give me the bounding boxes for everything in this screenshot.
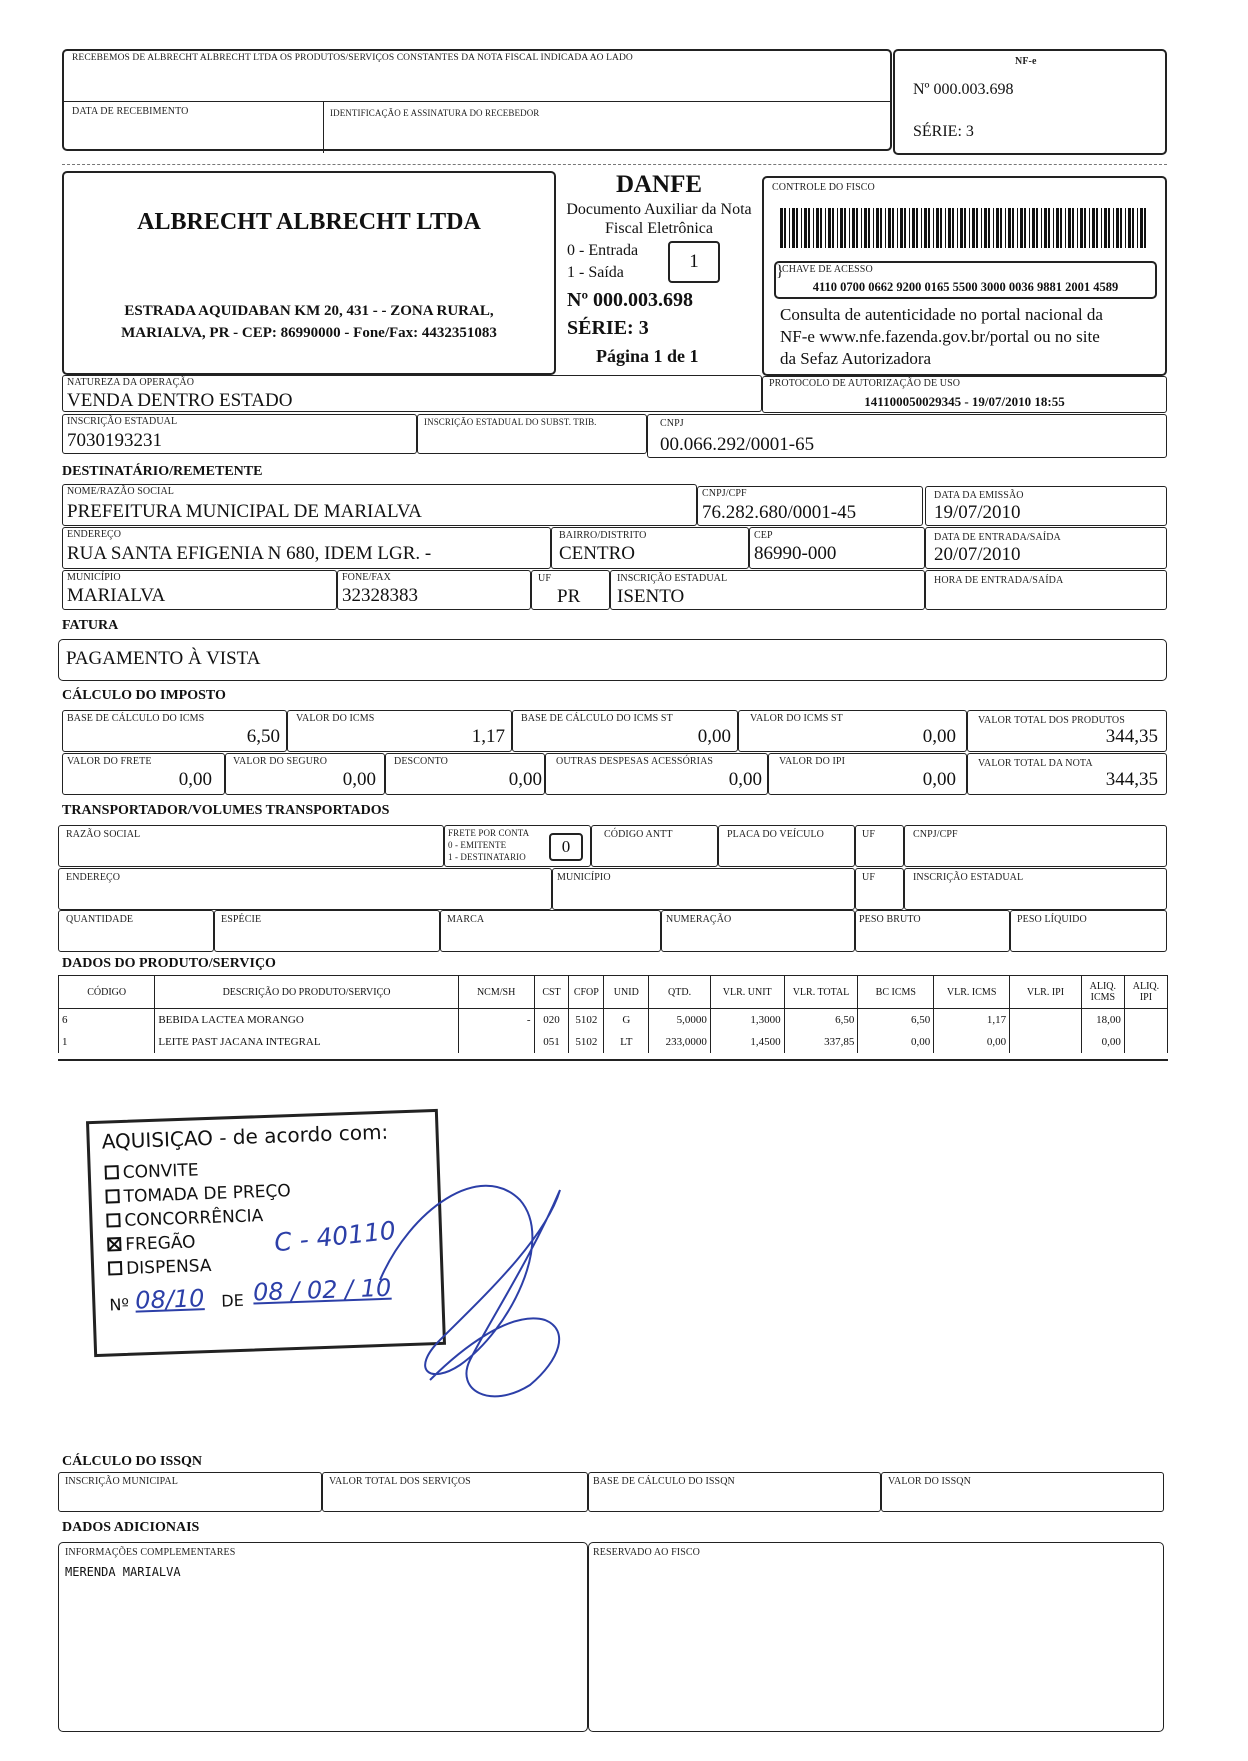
outras: 0,00 — [728, 769, 762, 790]
transp-numeracao-label: NUMERAÇÃO — [666, 914, 732, 925]
produtos-table — [58, 975, 1168, 1053]
seguro: 0,00 — [342, 769, 376, 790]
transp-razao-label: RAZÃO SOCIAL — [66, 829, 141, 840]
transp-placa-label: PLACA DO VEÍCULO — [727, 829, 824, 840]
total-nota-cell — [967, 753, 1167, 795]
info-cell — [58, 1542, 588, 1732]
protocolo-cell — [762, 376, 1167, 413]
issqn-base-label: BASE DE CÁLCULO DO ISSQN — [593, 1476, 735, 1487]
transp-municipio-cell — [552, 868, 855, 910]
total-prod-label: VALOR TOTAL DOS PRODUTOS — [978, 715, 1125, 726]
info-text: MERENDA MARIALVA — [65, 1565, 181, 1579]
dest-bairro-cell — [551, 527, 749, 569]
natureza-value: VENDA DENTRO ESTADO — [67, 390, 293, 411]
receipt-serie: SÉRIE: 3 — [913, 123, 974, 140]
issqn-base-cell — [588, 1472, 881, 1512]
emitente-endereco-l2: MARIALVA, PR - CEP: 86990000 - Fone/Fax: 4432351083 — [121, 325, 497, 341]
fatura-cell — [58, 639, 1167, 681]
consulta-l2: NF-e www.nfe.fazenda.gov.br/portal ou no site — [780, 327, 1100, 346]
protocolo-label: PROTOCOLO DE AUTORIZAÇÃO DE USO — [769, 378, 961, 389]
transp-razao-cell — [58, 825, 444, 867]
table-cell: 18,00 — [1081, 1009, 1124, 1032]
dest-nome: PREFEITURA MUNICIPAL DE MARIALVA — [67, 501, 422, 522]
dest-uf-label: UF — [538, 573, 551, 584]
table-cell — [458, 1031, 534, 1053]
transp-cnpj-cell — [904, 825, 1167, 867]
stamp-anotacao: C - 40110 — [272, 1215, 398, 1258]
base-st-cell — [512, 710, 738, 752]
receipt-stub — [62, 49, 892, 151]
dest-emissao-cell — [925, 486, 1167, 526]
danfe-block — [558, 171, 760, 375]
transp-marca-cell — [440, 910, 661, 952]
base-st-label: BASE DE CÁLCULO DO ICMS ST — [521, 713, 673, 724]
table-cell: 051 — [534, 1031, 569, 1053]
dest-endereco: RUA SANTA EFIGENIA N 680, IDEM LGR. - — [67, 543, 432, 564]
ipi: 0,00 — [922, 769, 956, 790]
produtos-header-cell: VLR. ICMS — [934, 976, 1010, 1009]
checkbox-icon — [105, 1189, 119, 1203]
chave-box: CHAVE DE ACESSO 4110 0700 0662 9200 0165 5500 3000 0036 9881 2001 4589 } — [774, 261, 1157, 299]
dest-ie-label: INSCRIÇÃO ESTADUAL — [617, 573, 728, 584]
transp-peso-liquido-label: PESO LÍQUIDO — [1017, 914, 1087, 925]
dest-bairro: CENTRO — [559, 543, 635, 564]
dest-hora-cell — [925, 570, 1167, 610]
table-row — [59, 1009, 1168, 1032]
outras-label: OUTRAS DESPESAS ACESSÓRIAS — [556, 756, 714, 767]
produtos-header-cell: BC ICMS — [858, 976, 934, 1009]
valor-st-label: VALOR DO ICMS ST — [750, 713, 843, 724]
dest-cep-label: CEP — [754, 530, 773, 541]
dest-uf: PR — [557, 586, 581, 607]
transp-qtd-cell — [58, 910, 214, 952]
transp-antt-label: CÓDIGO ANTT — [604, 829, 673, 840]
transp-peso-bruto-cell — [855, 910, 1010, 952]
cnpj-value: 00.066.292/0001-65 — [660, 434, 815, 455]
fatura-texto: PAGAMENTO À VISTA — [66, 648, 261, 669]
frete-label: VALOR DO FRETE — [67, 756, 152, 767]
danfe-pagina: Página 1 de 1 — [596, 346, 699, 366]
dest-bairro-label: BAIRRO/DISTRITO — [559, 530, 647, 541]
dest-emissao-label: DATA DA EMISSÃO — [934, 490, 1024, 501]
desconto-cell — [385, 753, 545, 795]
stamp-option-label: DISPENSA — [125, 1255, 212, 1279]
table-cell — [1010, 1009, 1082, 1032]
danfe-serie: SÉRIE: 3 — [567, 317, 649, 339]
produtos-bottom-line — [58, 1059, 1168, 1061]
ie-st-label: INSCRIÇÃO ESTADUAL DO SUBST. TRIB. — [424, 417, 597, 427]
dest-ie: ISENTO — [617, 586, 685, 607]
dest-municipio-cell — [62, 570, 337, 610]
receipt-numero: Nº 000.003.698 — [913, 81, 1014, 98]
dest-cnpj: 76.282.680/0001-45 — [702, 502, 857, 523]
transp-uf-label: UF — [862, 829, 875, 840]
dest-cnpj-label: CNPJ/CPF — [702, 488, 747, 499]
table-row — [59, 1031, 1168, 1053]
danfe-entrada: 0 - Entrada — [567, 242, 639, 259]
transp-ie-label: INSCRIÇÃO ESTADUAL — [913, 872, 1024, 883]
valor-st-cell — [738, 710, 967, 752]
frete-cell — [62, 753, 225, 795]
checkbox-icon — [108, 1261, 122, 1275]
stamp-title: AQUISIÇAO - de acordo com: — [101, 1119, 389, 1154]
info-label: INFORMAÇÕES COMPLEMENTARES — [65, 1547, 236, 1558]
produtos-header-cell: UNID — [604, 976, 649, 1009]
controle-fisco-label: CONTROLE DO FISCO — [772, 182, 875, 193]
produtos-header-cell: QTD. — [649, 976, 710, 1009]
dest-endereco-cell — [62, 527, 551, 569]
chave-acesso: 4110 0700 0662 9200 0165 5500 3000 0036 9881 2001 4589 — [812, 280, 1119, 294]
stamp-option-label: FREGÃO — [124, 1232, 196, 1255]
stamp-option-label: CONCORRÊNCIA — [124, 1206, 264, 1231]
stamp-numero: 08/10 — [134, 1284, 205, 1315]
danfe-tipo: 1 — [689, 251, 699, 272]
desconto: 0,00 — [508, 769, 542, 790]
table-cell: G — [604, 1009, 649, 1032]
total-prod-cell — [967, 710, 1167, 752]
dest-fone-cell — [337, 570, 531, 610]
transp-peso-bruto-label: PESO BRUTO — [859, 914, 921, 925]
table-cell: 0,00 — [934, 1031, 1010, 1053]
checkbox-icon — [106, 1213, 120, 1227]
dest-nome-label: NOME/RAZÃO SOCIAL — [67, 486, 174, 497]
danfe-numero: Nº 000.003.698 — [567, 289, 694, 311]
issqn-section: CÁLCULO DO ISSQN — [62, 1454, 203, 1469]
transp-endereco-cell — [58, 868, 552, 910]
transp-uf2-cell — [855, 868, 904, 910]
table-cell: - — [458, 1009, 534, 1032]
checked-box-icon — [107, 1237, 121, 1251]
table-cell: 6,50 — [858, 1009, 934, 1032]
table-cell: 1,4500 — [710, 1031, 784, 1053]
emitente-endereco-l1: ESTRADA AQUIDABAN KM 20, 431 - - ZONA RURAL, — [124, 303, 494, 319]
danfe-saida: 1 - Saída — [567, 264, 624, 281]
seguro-cell — [225, 753, 385, 795]
danfe-subtitle-l2: Fiscal Eletrônica — [605, 220, 713, 237]
ie-cell — [62, 414, 417, 454]
produtos-header-cell: ALIQ. ICMS — [1081, 976, 1124, 1009]
dest-cep: 86990-000 — [754, 543, 837, 564]
desconto-label: DESCONTO — [394, 756, 448, 767]
reservado-label: RESERVADO AO FISCO — [593, 1547, 700, 1558]
produtos-section: DADOS DO PRODUTO/SERVIÇO — [62, 956, 276, 971]
stamp-no-label: Nº — [109, 1294, 130, 1315]
fatura-section: FATURA — [62, 618, 119, 633]
imposto-section: CÁLCULO DO IMPOSTO — [62, 688, 226, 703]
total-nota: 344,35 — [1105, 769, 1158, 790]
destinatario-section: DESTINATÁRIO/REMETENTE — [62, 464, 263, 479]
transp-frete-label-l2: 0 - EMITENTE — [448, 840, 507, 850]
dest-hora-label: HORA DE ENTRADA/SAÍDA — [934, 575, 1064, 586]
dest-uf-cell — [531, 570, 610, 610]
signature — [370, 1150, 600, 1410]
produtos-header-cell: NCM/SH — [458, 976, 534, 1009]
dest-emissao: 19/07/2010 — [934, 502, 1021, 523]
table-cell: 337,85 — [784, 1031, 858, 1053]
table-cell: 1,3000 — [710, 1009, 784, 1032]
seguro-label: VALOR DO SEGURO — [233, 756, 328, 767]
table-cell: 020 — [534, 1009, 569, 1032]
danfe-title: DANFE — [615, 171, 703, 198]
transp-antt-cell — [591, 825, 718, 867]
table-cell — [1010, 1031, 1082, 1053]
reservado-cell — [588, 1542, 1164, 1732]
produtos-header-cell: ALIQ. IPI — [1124, 976, 1167, 1009]
dest-ie-cell — [610, 570, 925, 610]
total-prod: 344,35 — [1105, 726, 1158, 747]
consulta-l3: da Sefaz Autorizadora — [780, 349, 932, 368]
table-cell: 0,00 — [858, 1031, 934, 1053]
produtos-header-cell: CST — [534, 976, 569, 1009]
issqn-servicos-cell — [322, 1472, 588, 1512]
table-cell: LT — [604, 1031, 649, 1053]
dest-fone-label: FONE/FAX — [342, 572, 391, 583]
natureza-label: NATUREZA DA OPERAÇÃO — [67, 377, 195, 388]
transp-frete-label-l3: 1 - DESTINATARIO — [448, 852, 526, 862]
table-cell: 6,50 — [784, 1009, 858, 1032]
issqn-servicos-label: VALOR TOTAL DOS SERVIÇOS — [329, 1476, 471, 1487]
danfe-tipo-box — [668, 241, 720, 283]
cnpj-cell — [647, 414, 1167, 458]
total-nota-label: VALOR TOTAL DA NOTA — [978, 758, 1093, 769]
stamp-options — [104, 1157, 293, 1283]
natureza-cell — [62, 375, 762, 412]
transp-especie-label: ESPÉCIE — [221, 914, 262, 925]
dest-endereco-label: ENDEREÇO — [67, 529, 122, 540]
transp-frete-box — [549, 833, 583, 861]
dest-entrada-label: DATA DE ENTRADA/SAÍDA — [934, 532, 1061, 543]
dest-municipio-label: MUNICÍPIO — [67, 572, 121, 583]
dest-entrada: 20/07/2010 — [934, 544, 1021, 565]
valor-icms-cell — [287, 710, 512, 752]
transp-frete: 0 — [561, 837, 571, 856]
transporte-section: TRANSPORTADOR/VOLUMES TRANSPORTADOS — [62, 803, 390, 818]
table-cell: LEITE PAST JACANA INTEGRAL — [155, 1031, 458, 1053]
stamp-option-label: CONVITE — [122, 1160, 199, 1183]
table-cell: 233,0000 — [649, 1031, 710, 1053]
table-cell: 5,0000 — [649, 1009, 710, 1032]
base-icms-cell — [62, 710, 287, 752]
issqn-valor-label: VALOR DO ISSQN — [888, 1476, 971, 1487]
transp-especie-cell — [214, 910, 440, 952]
issqn-valor-cell — [881, 1472, 1164, 1512]
fisco-box — [762, 176, 1167, 376]
produtos-header-row — [59, 976, 1168, 1009]
ie-label: INSCRIÇÃO ESTADUAL — [67, 416, 178, 427]
table-cell: 6 — [59, 1009, 155, 1032]
barcode — [780, 208, 1148, 248]
produtos-header-cell: VLR. UNIT — [710, 976, 784, 1009]
produtos-header-cell: CFOP — [569, 976, 604, 1009]
ipi-label: VALOR DO IPI — [779, 756, 846, 767]
transp-municipio-label: MUNICÍPIO — [557, 872, 611, 883]
ie-value: 7030193231 — [67, 430, 162, 451]
table-cell: BEBIDA LACTEA MORANGO — [155, 1009, 458, 1032]
produtos-header-cell: DESCRIÇÃO DO PRODUTO/SERVIÇO — [155, 976, 458, 1009]
base-st: 0,00 — [697, 726, 731, 747]
base-icms: 6,50 — [246, 726, 280, 747]
cnpj-label: CNPJ — [660, 418, 684, 429]
base-icms-label: BASE DE CÁLCULO DO ICMS — [67, 713, 205, 724]
transp-peso-liquido-cell — [1010, 910, 1167, 952]
transp-numeracao-cell — [661, 910, 855, 952]
dest-fone: 32328383 — [342, 585, 418, 606]
transp-uf-cell — [855, 825, 904, 867]
dest-cnpj-cell — [697, 486, 923, 526]
dest-entrada-cell — [925, 527, 1167, 569]
valor-icms: 1,17 — [471, 726, 505, 747]
valor-icms-label: VALOR DO ICMS — [296, 713, 375, 724]
transp-placa-cell — [718, 825, 855, 867]
checkbox-icon — [105, 1165, 119, 1179]
transp-endereco-label: ENDEREÇO — [66, 872, 121, 883]
data-recebimento-label: DATA DE RECEBIMENTO — [72, 106, 189, 117]
transp-uf2-label: UF — [862, 872, 875, 883]
emitente-nome: ALBRECHT ALBRECHT LTDA — [137, 209, 481, 235]
cut-line — [62, 164, 1167, 165]
protocolo-value: 141100050029345 - 19/07/2010 18:55 — [864, 394, 1065, 409]
issqn-im-cell — [58, 1472, 322, 1512]
dest-cep-cell — [749, 527, 925, 569]
table-cell — [1124, 1031, 1167, 1053]
outras-cell — [545, 753, 768, 795]
emitente-box — [62, 171, 556, 375]
transp-cnpj-label: CNPJ/CPF — [913, 829, 958, 840]
table-cell — [1124, 1009, 1167, 1032]
ie-st-cell — [417, 414, 647, 454]
produtos-header-cell: CÓDIGO — [59, 976, 155, 1009]
danfe-subtitle-l1: Documento Auxiliar da Nota — [566, 201, 752, 218]
produtos-header-cell: VLR. TOTAL — [784, 976, 858, 1009]
frete: 0,00 — [178, 769, 212, 790]
table-cell: 5102 — [569, 1031, 604, 1053]
adicionais-section: DADOS ADICIONAIS — [62, 1520, 200, 1535]
stamp-de-label: DE — [221, 1290, 245, 1311]
valor-st: 0,00 — [922, 726, 956, 747]
consulta-l1: Consulta de autenticidade no portal nacional da — [780, 305, 1103, 324]
dest-municipio: MARIALVA — [67, 585, 166, 606]
receipt-nfe-box — [893, 49, 1167, 155]
issqn-im-label: INSCRIÇÃO MUNICIPAL — [65, 1476, 178, 1487]
table-cell: 1 — [59, 1031, 155, 1053]
transp-frete-cell — [444, 825, 591, 867]
table-cell: 1,17 — [934, 1009, 1010, 1032]
stamp-data: 08 / 02 / 10 — [252, 1273, 392, 1307]
chave-label: CHAVE DE ACESSO — [782, 264, 873, 275]
transp-marca-label: MARCA — [447, 914, 485, 925]
identificacao-label: IDENTIFICAÇÃO E ASSINATURA DO RECEBEDOR — [330, 108, 540, 118]
ipi-cell — [768, 753, 967, 795]
receipt-declaration: RECEBEMOS DE ALBRECHT ALBRECHT LTDA OS PRODUTOS/SERVIÇOS CONSTANTES DA NOTA FISCAL INDICADA AO LADO — [72, 53, 633, 63]
stamp-option-label: TOMADA DE PREÇO — [123, 1181, 292, 1207]
table-cell: 5102 — [569, 1009, 604, 1032]
nfe-label: NF-e — [1015, 56, 1037, 67]
produtos-header-cell: VLR. IPI — [1010, 976, 1082, 1009]
transp-frete-label-l1: FRETE POR CONTA — [448, 828, 530, 838]
transp-qtd-label: QUANTIDADE — [66, 914, 134, 925]
table-cell: 0,00 — [1081, 1031, 1124, 1053]
transp-ie-cell — [904, 868, 1167, 910]
dest-nome-cell — [62, 484, 697, 526]
